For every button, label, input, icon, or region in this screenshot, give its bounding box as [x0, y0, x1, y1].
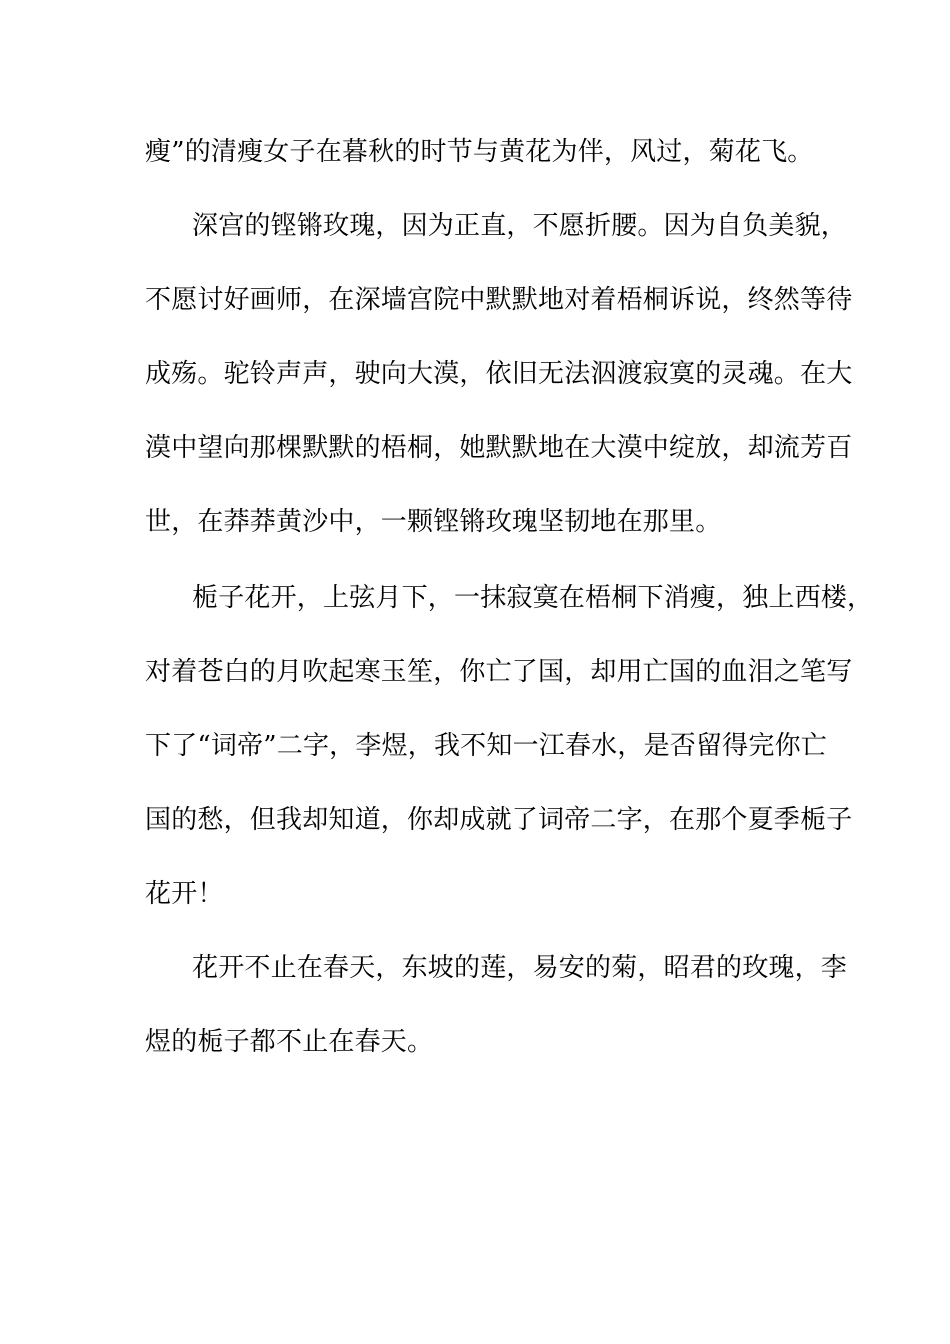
- paragraph-line: 国的愁，但我却知道，你却成就了词帝二字，在那个夏季栀子: [145, 805, 853, 835]
- paragraph-line: 栀子花开，上弦月下，一抹寂寞在梧桐下消瘦，独上西楼，: [192, 583, 874, 613]
- paragraph-line: 花开！: [145, 879, 224, 909]
- paragraph-line: 煜的栀子都不止在春天。: [145, 1027, 434, 1057]
- paragraph-line: 深宫的铿锵玫瑰，因为正直，不愿折腰。因为自负美貌，: [192, 211, 848, 241]
- paragraph-line: 漠中望向那棵默默的梧桐，她默默地在大漠中绽放，却流芳百: [145, 433, 853, 463]
- paragraph-line: 下了“词帝”二字，李煜，我不知一江春水，是否留得完你亡: [145, 731, 827, 761]
- paragraph-line: 瘦”的清瘦女子在暮秋的时节与黄花为伴，风过，菊花飞。: [145, 137, 814, 167]
- paragraph-line: 成殇。驼铃声声，驶向大漠，依旧无法泅渡寂寞的灵魂。在大: [145, 359, 853, 389]
- paragraph-line: 世，在莽莽黄沙中，一颗铿锵玫瑰坚韧地在那里。: [145, 507, 722, 537]
- paragraph-line: 花开不止在春天，东坡的莲，易安的菊，昭君的玫瑰，李: [192, 953, 848, 983]
- paragraph-line: 对着苍白的月吹起寒玉笙，你亡了国，却用亡国的血泪之笔写: [145, 657, 853, 687]
- paragraph-line: 不愿讨好画师，在深墙宫院中默默地对着梧桐诉说，终然等待: [145, 285, 853, 315]
